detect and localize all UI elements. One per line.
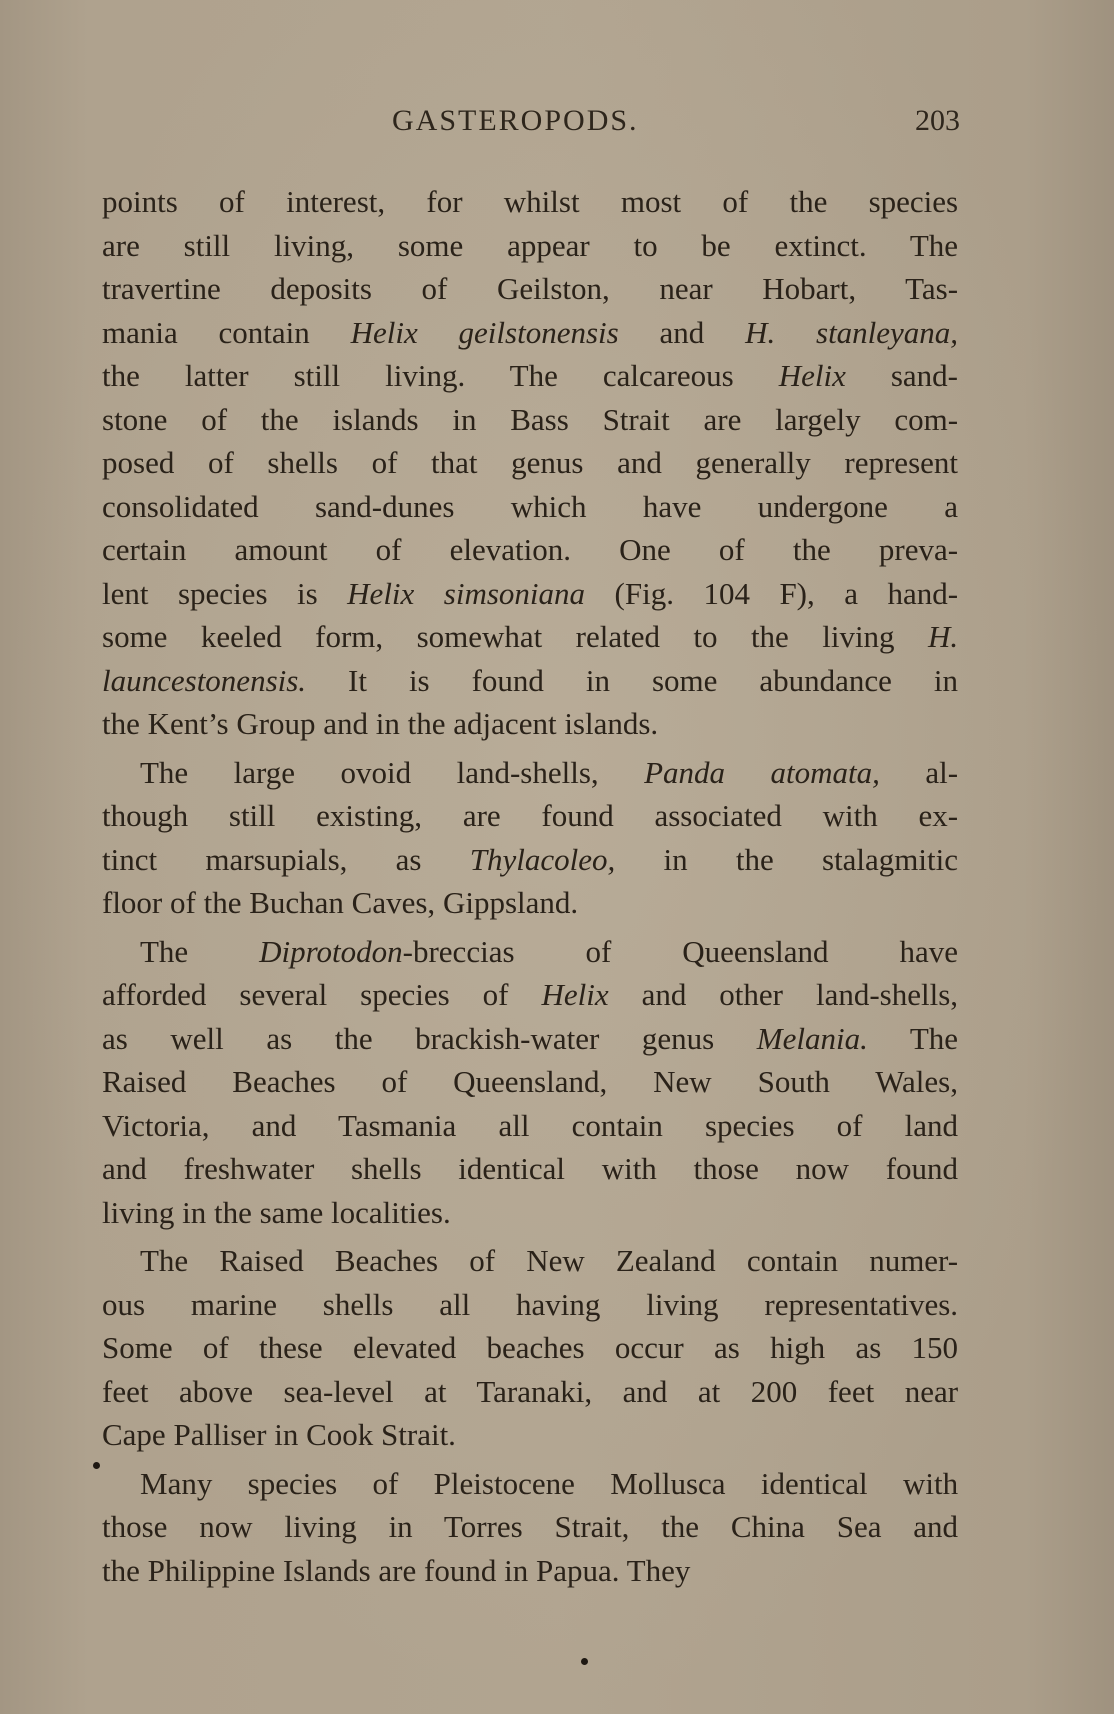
text-line: as well as the brackish-water genus Melania. The [102,1020,958,1056]
text-line: some keeled form, somewhat related to the living H. [102,619,958,654]
paragraph [102,751,958,925]
text-line: Some of these elevated beaches occur as high as 150 [102,1330,958,1365]
text-line: the Kent’s Group and in the adjacent islands. [102,706,659,741]
ink-speck [93,1462,100,1469]
text-line: ous marine shells all having living representatives. [102,1286,958,1322]
text-line: Cape Palliser in Cook Strait. [102,1417,456,1452]
text-line: Many species of Pleistocene Mollusca identical with [140,1465,958,1501]
text-line: consolidated sand-dunes which have undergone a [102,488,958,524]
paragraph [102,1239,958,1457]
text-line: living in the same localities. [102,1194,451,1230]
paragraph [102,930,958,1235]
page-number: 203 [915,104,960,137]
ink-speck [581,1658,588,1665]
text-line: travertine deposits of Geilston, near Hobart, Tas- [102,271,958,306]
text-line: The large ovoid land-shells, Panda atomata, al- [140,754,958,790]
text-line: launcestonensis. It is found in some abundance in [102,662,958,698]
text-line: Raised Beaches of Queensland, New South Wales, [102,1064,958,1099]
text-line: and freshwater shells identical with those now found [102,1151,958,1186]
text-line: stone of the islands in Bass Strait are largely com- [102,401,958,437]
text-line: points of interest, for whilst most of the species [102,184,958,219]
text-line: though still existing, are found associated with ex- [102,798,958,833]
text-line: feet above sea-level at Taranaki, and at 200 feet near [102,1373,958,1409]
text-line: The Diprotodon-breccias of Queensland have [140,933,958,969]
text-line: the Philippine Islands are found in Papua. They [102,1552,691,1588]
text-line: are still living, some appear to be extinct. The [102,227,958,263]
text-line: The Raised Beaches of New Zealand contain numer- [140,1243,958,1278]
text-line: posed of shells of that genus and generally represent [102,445,958,480]
text-line: mania contain Helix geilstonensis and H. stanleyana, [102,314,958,350]
page-header [100,104,960,144]
text-line: the latter still living. The calcareous Helix sand- [102,358,958,393]
running-title: GASTEROPODS. [392,104,639,137]
text-line: certain amount of elevation. One of the preva- [102,532,958,567]
text-line: those now living in Torres Strait, the China Sea and [102,1509,958,1544]
text-line: tinct marsupials, as Thylacoleo, in the stalagmitic [102,841,958,877]
text-line: floor of the Buchan Caves, Gippsland. [102,885,579,920]
paragraph [102,180,958,746]
text-line: afforded several species of Helix and other land-shells, [102,977,958,1012]
body-text [102,180,958,1597]
paragraph [102,1462,958,1593]
text-line: lent species is Helix simsoniana (Fig. 104 F), a hand- [102,575,958,611]
text-line: Victoria, and Tasmania all contain species of land [102,1107,958,1143]
